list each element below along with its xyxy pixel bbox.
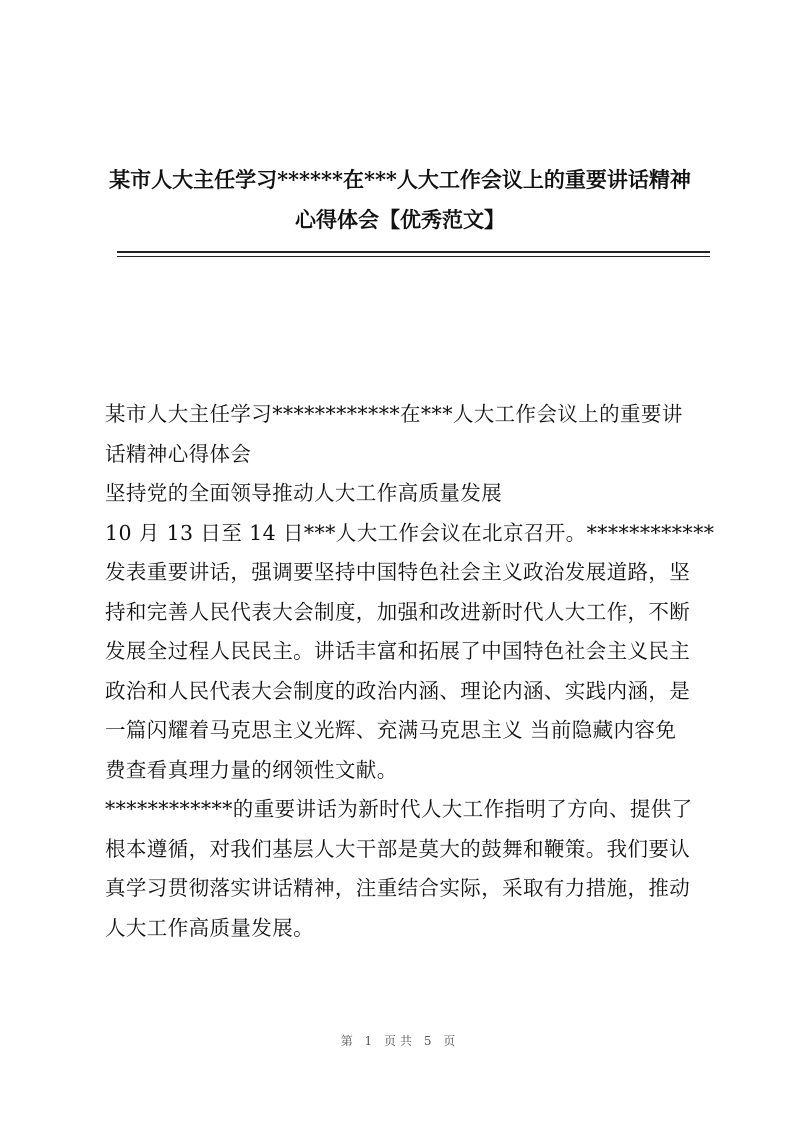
- document-body: [105, 395, 715, 948]
- body-line: 发表重要讲话，强调要坚持中国特色社会主义政治发展道路，坚: [105, 560, 691, 584]
- body-line: ************的重要讲话为新时代人大工作指明了方向、提供了: [105, 797, 693, 821]
- document-title-line-2: 心得体会【优秀范文】: [295, 207, 505, 232]
- body-line: 持和完善人民代表大会制度，加强和改进新时代人大工作，不断: [105, 599, 691, 624]
- page-footer: 第 1 页共 5 页: [340, 1034, 460, 1048]
- body-line: 话精神心得体会: [105, 441, 252, 466]
- title-divider-thin: [117, 256, 710, 257]
- body-line: 真学习贯彻落实讲话精神，注重结合实际，采取有力措施，推动: [105, 876, 691, 900]
- body-line: 发展全过程人民民主。讲话丰富和拓展了中国特色社会主义民主: [105, 639, 691, 663]
- document-title-line-1: 某市人大主任学习******在***人大工作会议上的重要讲话精神: [109, 167, 691, 192]
- body-line: 一篇闪耀着马克思主义光辉、充满马克思主义 当前隐藏内容免: [105, 718, 677, 742]
- body-line: 人大工作高质量发展。: [105, 915, 314, 940]
- body-line: 政治和人民代表大会制度的政治内涵、理论内涵、实践内涵，是: [105, 678, 691, 703]
- body-line: 某市人大主任学习************在***人大工作会议上的重要讲: [105, 402, 683, 426]
- title-divider-thick: [117, 251, 710, 253]
- body-line: 根本遵循，对我们基层人大干部是莫大的鼓舞和鞭策。我们要认: [105, 836, 691, 861]
- body-line: 坚持党的全面领导推动人大工作高质量发展: [105, 481, 503, 505]
- body-line: 费查看真理力量的纲领性文献。: [105, 757, 398, 782]
- body-line: 10 月 13 日至 14 日***人大工作会议在北京召开。************: [105, 520, 715, 545]
